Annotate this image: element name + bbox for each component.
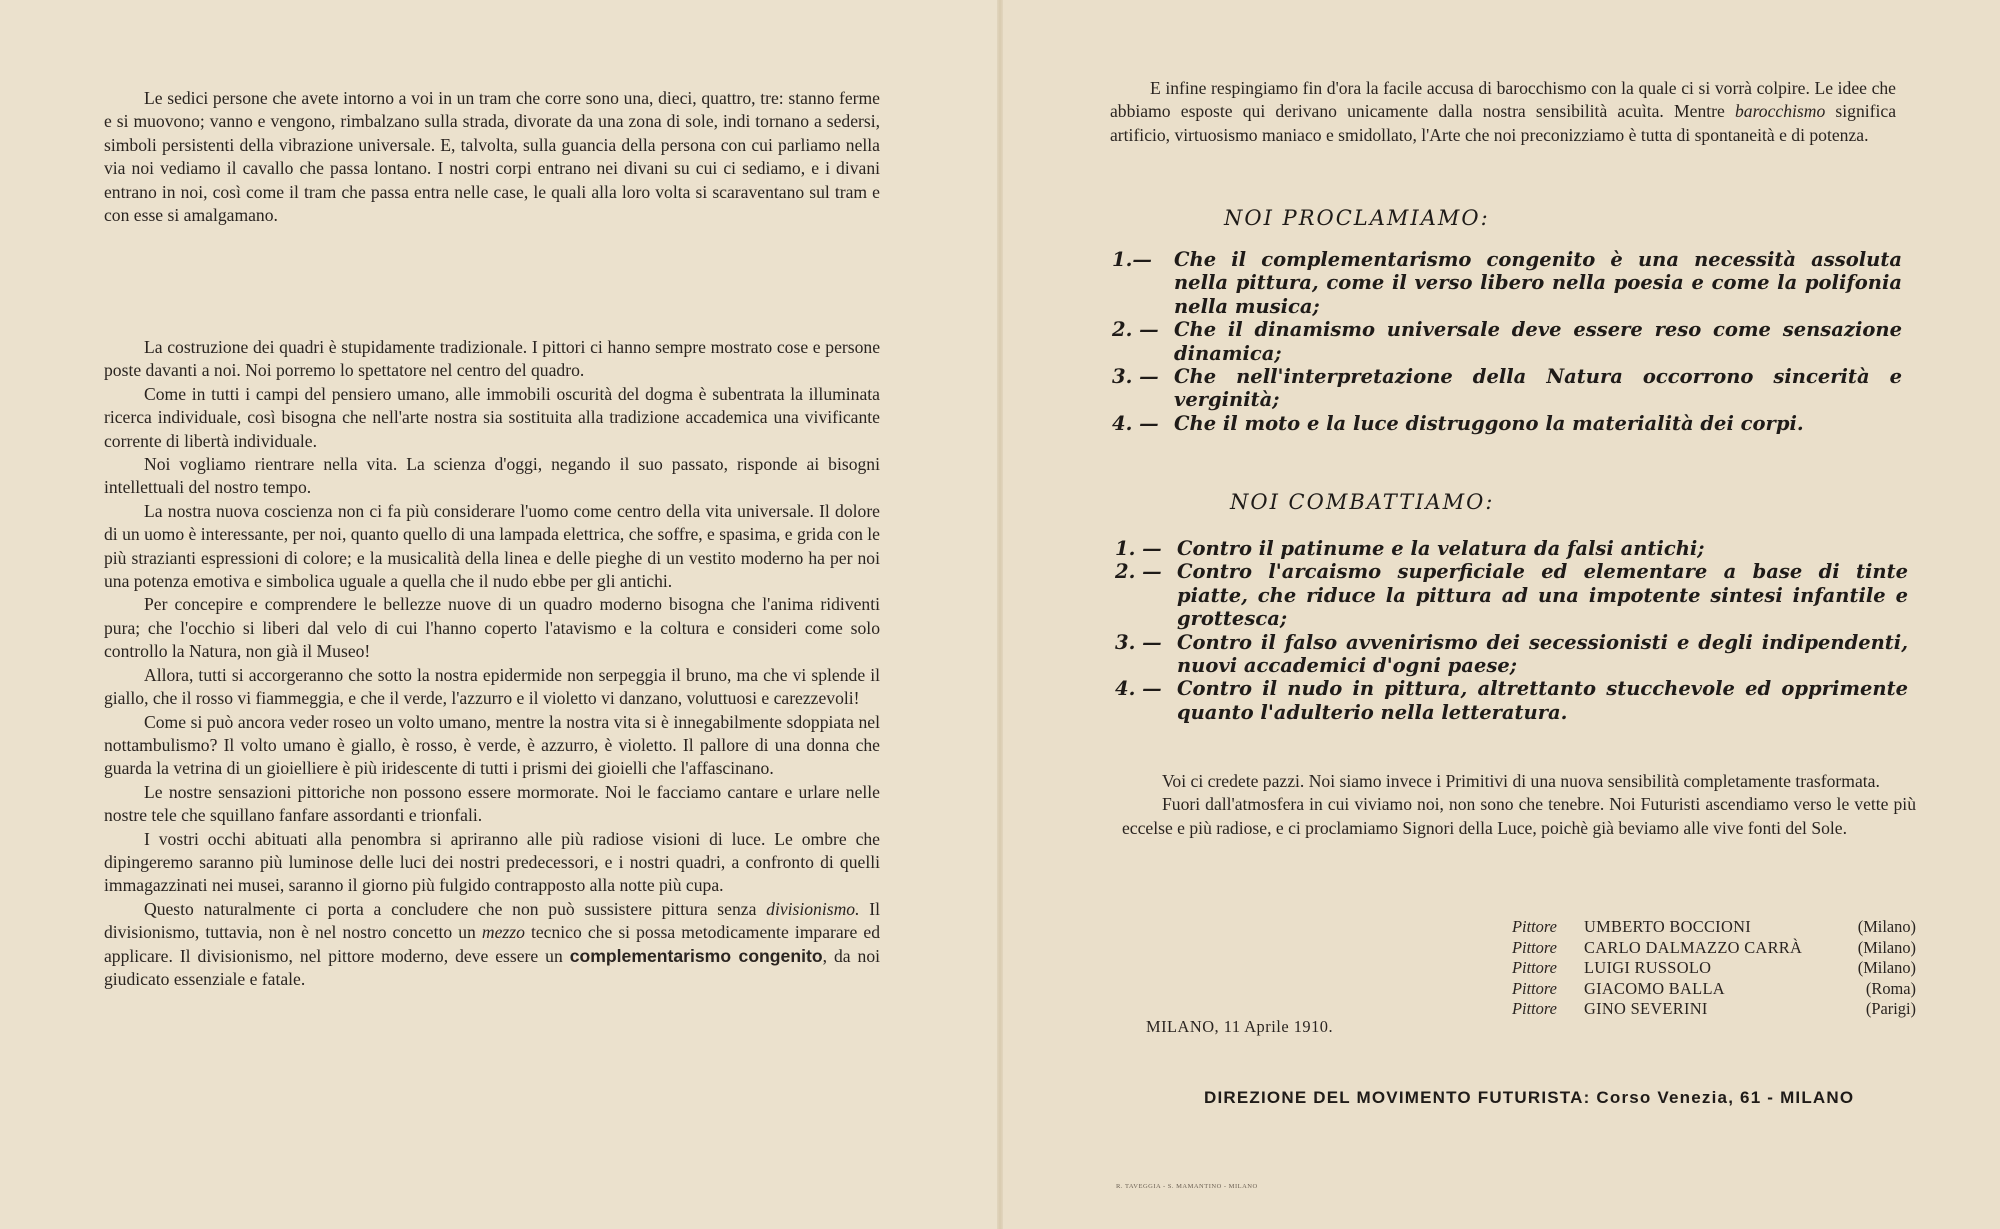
body-paragraph: Allora, tutti si accorgeranno che sotto la nostra epidermide non serpeggia il bruno, ma che vi splende il giallo, che il rosso vi fiammeggia, e che il verde, l'azzurro e il violetto vi danzano, voluttuosi e carezzevoli! (104, 664, 880, 709)
bold-term: complementarismo congenito (569, 945, 823, 966)
signature-role: Pittore (1512, 937, 1557, 957)
list-item (1112, 365, 1902, 412)
main-text-block (104, 336, 880, 991)
body-paragraph: Le nostre sensazioni pittoriche non possono essere mormorate. Noi le facciamo cantare e urlare nelle nostre tele che squillano fanfare assordanti e trionfali. (104, 781, 880, 826)
item-text: Contro l'arcaismo superficiale ed elementare a base di tinte piatte, che riduce la pittura ad una impotente sintesi infantile e grottesca; (1177, 560, 1908, 631)
list-item (1115, 537, 1908, 560)
text-run: Il divisionismo, tuttavia, non è nel nostro concetto un (104, 898, 880, 943)
signature-row (1512, 958, 1916, 979)
closing-paragraph: Fuori dall'atmosfera in cui viviamo noi, non sono che tenebre. Noi Futuristi ascendiamo verso le vette più eccelse e più radiose, e ci proclamiamo Signori della Luce, poichè già beviamo alle vive fonti del Sole. (1122, 794, 1916, 838)
item-text: Che il dinamismo universale deve essere reso come sensazione dinamica; (1174, 318, 1902, 365)
body-paragraph: Come in tutti i campi del pensiero umano, alle immobili oscurità del dogma è subentrata la illuminata ricerca individuale, così bisogna che nell'arte nostra sia sostituita alla tradizione accademica una vivificante corrente di libertà individuale. (104, 383, 880, 451)
signature-row (1512, 999, 1916, 1020)
combat-heading: NOI COMBATTIAMO: (1230, 490, 1495, 514)
signature-role: Pittore (1512, 917, 1557, 936)
item-number: 1.— (1112, 248, 1152, 271)
signature-name: LUIGI RUSSOLO (1584, 958, 1712, 977)
dateline: MILANO, 11 Aprile 1910. (1146, 1017, 1334, 1036)
intro-paragraph-block (1110, 77, 1896, 147)
text-run: , da noi giudicato essenziale e fatale. (104, 945, 881, 989)
printer-imprint: R. TAVEGGIA - S. MAMANTINO - MILANO (1116, 1183, 1258, 1190)
body-paragraph: Noi vogliamo rientrare nella vita. La scienza d'oggi, negando il suo passato, risponde ai bisogni intellettuali del nostro tempo. (104, 454, 880, 498)
item-number: 4. — (1115, 677, 1162, 701)
proclaim-list (1112, 248, 1902, 435)
item-number: 4. — (1112, 411, 1159, 435)
signature-role: Pittore (1512, 958, 1557, 977)
item-number: 2. — (1112, 318, 1159, 342)
signature-name: CARLO DALMAZZO CARRÀ (1584, 937, 1803, 957)
item-text: Che il complementarismo congenito è una necessità assoluta nella pittura, come il verso libero nella poesia e come la polifonia nella musica; (1174, 248, 1902, 318)
item-text: Contro il falso avvenirismo dei secessionisti e degli indipendenti, nuovi accademici d'ogni paese; (1177, 630, 1908, 678)
item-number: 2. — (1115, 560, 1162, 584)
closing-paragraph: Voi ci credete pazzi. Noi siamo invece i Primitivi di una nuova sensibilità completamente trasformata. (1162, 771, 1880, 791)
page-fold (997, 0, 1003, 1229)
signature-city: (Parigi) (1865, 999, 1916, 1018)
signature-city: (Milano) (1857, 937, 1916, 957)
signature-list (1512, 917, 1916, 1020)
intro-paragraph (1110, 77, 1896, 147)
direction-address: DIREZIONE DEL MOVIMENTO FUTURISTA: Corso Venezia, 61 - MILANO (1204, 1088, 1855, 1107)
opening-paragraph-block (104, 87, 880, 227)
item-number: 1. — (1115, 537, 1162, 560)
item-text: Contro il patinume e la velatura da falsi antichi; (1177, 537, 1705, 560)
list-item (1115, 631, 1908, 678)
text-run: significa artificio, virtuosismo maniaco e smidollato, l'Arte che noi preconizziamo è tutta di spontaneità e di potenza. (1110, 101, 1897, 145)
item-text: Che il moto e la luce distruggono la materialità dei corpi. (1174, 411, 1804, 435)
signature-name: GINO SEVERINI (1584, 999, 1708, 1018)
proclaim-heading: NOI PROCLAMIAMO: (1224, 206, 1490, 230)
signature-row (1512, 917, 1916, 938)
italic-term: divisionismo. (766, 898, 860, 919)
signature-role: Pittore (1512, 978, 1557, 998)
signature-row (1512, 979, 1916, 1000)
signature-role: Pittore (1512, 999, 1557, 1018)
list-item (1115, 560, 1908, 630)
body-paragraph: Per concepire e comprendere le bellezze nuove di un quadro moderno bisogna che l'anima ridiventi pura; che l'occhio si liberi dal velo di cui l'hanno coperto l'atavismo e la coltura e consideri come solo controllo la Natura, non già il Museo! (104, 594, 880, 662)
signature-city: (Milano) (1857, 958, 1916, 977)
final-paragraph (104, 898, 880, 992)
list-item (1112, 248, 1902, 318)
body-paragraph: I vostri occhi abituati alla penombra si apriranno alle più radiose visioni di luce. Le ombre che dipingeremo saranno più luminose delle luci dei nostri predecessori, e i nostri quadri, a confronto di quelli immagazzinati nei musei, saranno il giorno più fulgido contrapposto alla notte più cupa. (104, 828, 880, 896)
list-item (1115, 677, 1908, 724)
italic-term: mezzo (481, 922, 525, 943)
signature-name: UMBERTO BOCCIONI (1584, 917, 1751, 936)
text-run: Questo naturalmente ci porta a concludere che non può sussistere pittura senza (144, 898, 767, 919)
signature-city: (Milano) (1857, 917, 1916, 936)
signature-row (1512, 938, 1916, 959)
text-run: tecnico che si possa metodicamente imparare ed applicare. Il divisionismo, nel pittore moderno, deve essere un (104, 922, 881, 966)
body-paragraph: La costruzione dei quadri è stupidamente tradizionale. I pittori ci hanno sempre mostrato cose e persone poste davanti a noi. Noi porremo lo spettatore nel centro del quadro. (104, 337, 880, 381)
body-paragraph: Come si può ancora veder roseo un volto umano, mentre la nostra vita si è innegabilmente sdoppiata nel nottambulismo? Il volto umano è giallo, è rosso, è verde, è azzurro, è violetto. Il pallore di una donna che guarda la vetrina di un gioielliere è più iridescente di tutti i prismi dei gioielli che l'affascinano. (104, 711, 880, 779)
signature-name: GIACOMO BALLA (1584, 978, 1725, 998)
body-paragraph: La nostra nuova coscienza non ci fa più considerare l'uomo come centro della vita universale. Il dolore di un uomo è interessante, per noi, quanto quello di una lampada elettrica, che soffre, e spasima, e grida con le più strazianti espressioni di colore; e la musicalità della linea e delle pieghe di un vestito moderno ha per noi una potenza emotiva e simbolica uguale a quella che il nudo ebbe per gli antichi. (104, 500, 880, 592)
signature-city: (Roma) (1865, 978, 1916, 998)
item-text: Che nell'interpretazione della Natura occorrono sincerità e verginità; (1174, 365, 1902, 412)
closing-block (1122, 770, 1916, 840)
text-run: E infine respingiamo fin d'ora la facile accusa di barocchismo con la quale ci si vorrà colpire. Le idee che abbiamo esposte qui derivano unicamente dalla nostra sensibilità acuìta. Mentre (1110, 78, 1896, 122)
item-number: 3. — (1115, 630, 1162, 654)
item-text: Contro il nudo in pittura, altrettanto stucchevole ed opprimente quanto l'adulterio nella letteratura. (1177, 677, 1908, 724)
item-number: 3. — (1112, 365, 1159, 389)
body-paragraph: Le sedici persone che avete intorno a voi in un tram che corre sono una, dieci, quattro, tre: stanno ferme e si muovono; vanno e vengono, rimbalzano sulla strada, divorate da una zona di sole, indi tornano a sedersi, simboli persistenti della vibrazione universale. E, talvolta, sulla guancia della persona con cui parliamo nella via noi vediamo il cavallo che passa lontano. I nostri corpi entrano nei divani su cui ci sediamo, e i divani entrano in noi, così come il tram che passa entra nelle case, le quali alla loro volta si scaraventano sul tram e con esse si amalgamano. (104, 88, 880, 226)
italic-term: barocchismo (1735, 101, 1826, 122)
list-item (1112, 318, 1902, 365)
list-item (1112, 412, 1902, 435)
combat-list (1115, 537, 1908, 724)
